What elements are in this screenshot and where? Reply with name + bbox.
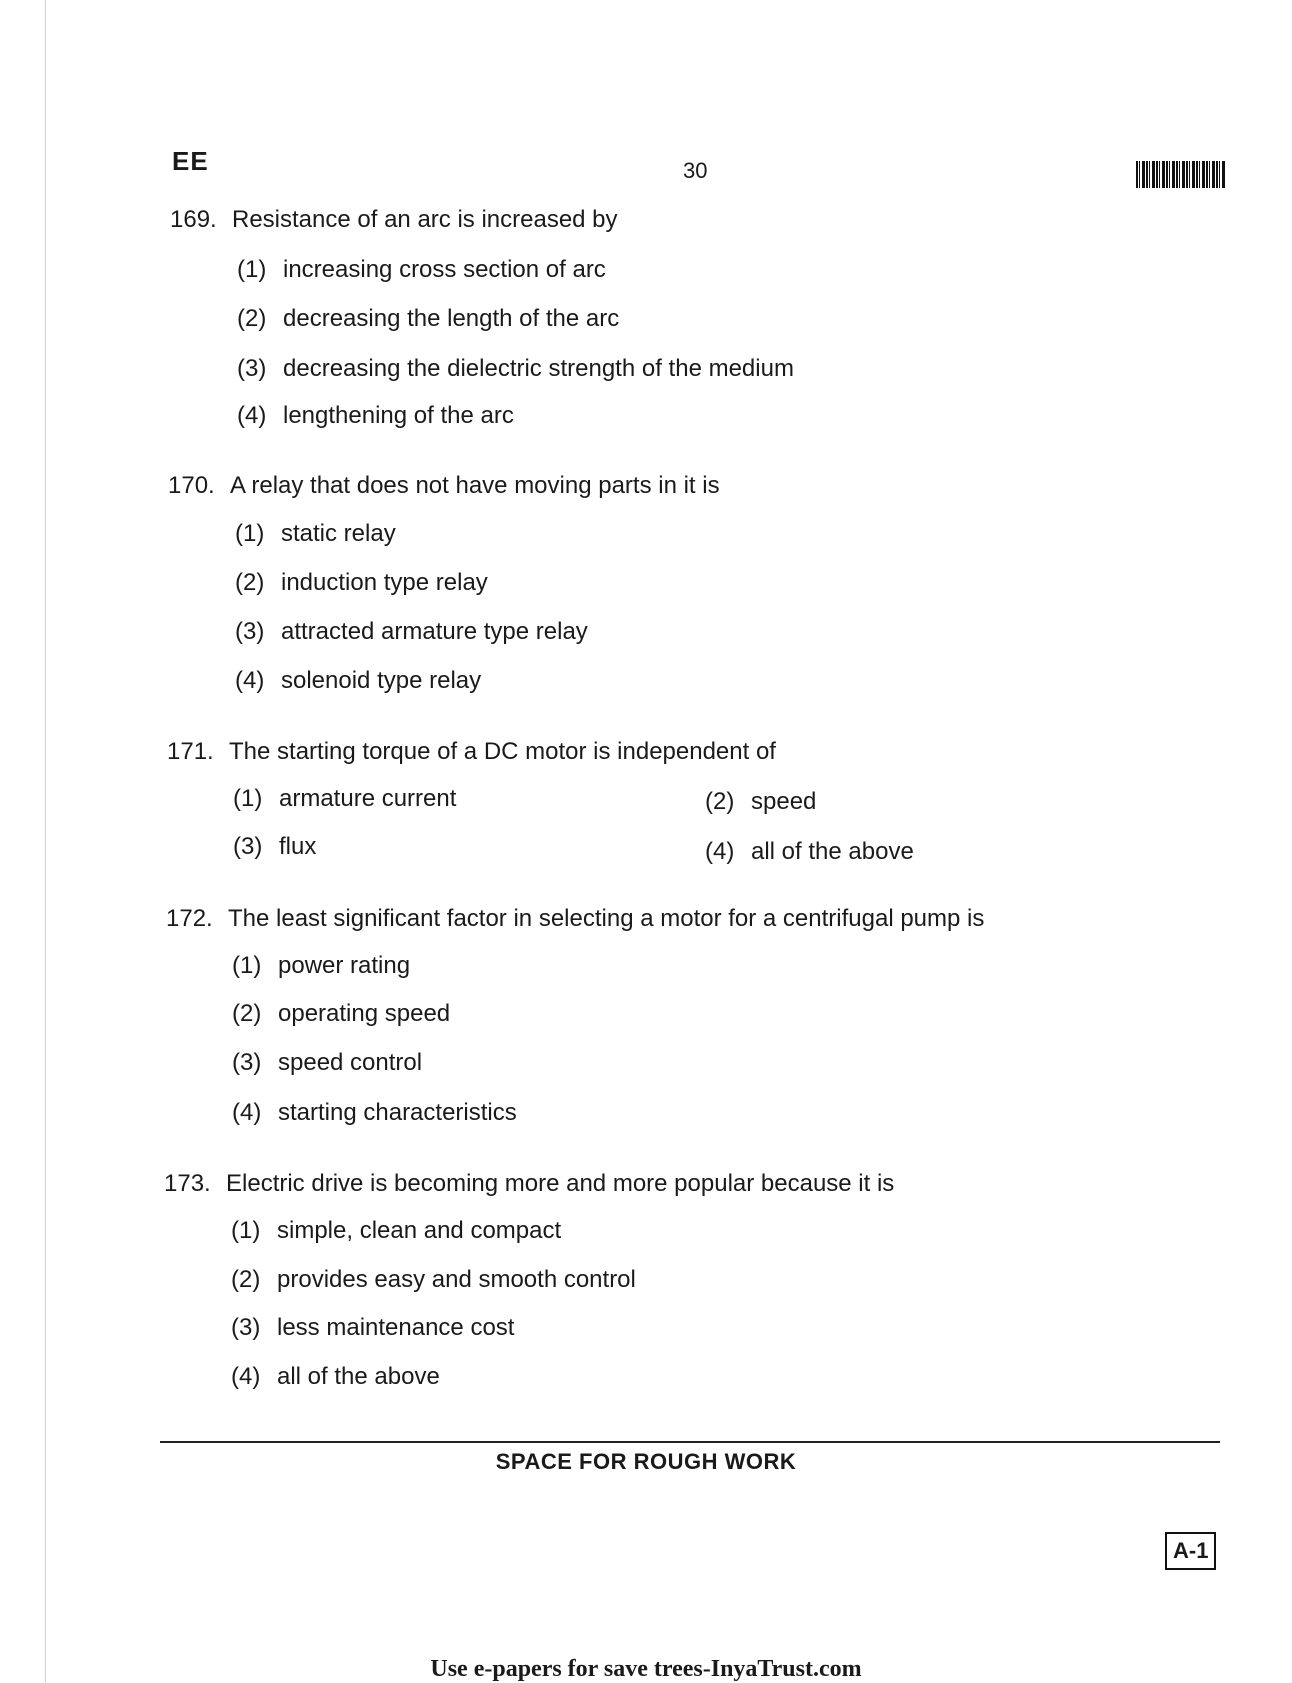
question-number: 170. (168, 472, 215, 499)
question-text: The starting torque of a DC motor is independent of (229, 738, 776, 765)
option: (3) speed control (232, 1049, 423, 1076)
option: (1) increasing cross section of arc (237, 256, 606, 283)
page-number: 30 (683, 158, 708, 183)
option: (4) starting characteristics (232, 1099, 517, 1126)
option: (4) solenoid type relay (235, 667, 482, 694)
option: (2) speed (705, 788, 817, 815)
question-169 (170, 206, 618, 234)
question-170 (168, 472, 720, 500)
question-stem (168, 472, 720, 500)
question-stem (167, 738, 776, 766)
option: (3) attracted armature type relay (235, 618, 588, 645)
question-number: 172. (166, 905, 213, 932)
question-173 (164, 1170, 894, 1198)
question-171 (167, 738, 776, 766)
question-stem (166, 905, 984, 933)
question-number: 173. (164, 1170, 211, 1197)
subject-code: EE (172, 146, 209, 176)
question-text: Electric drive is becoming more and more popular because it is (226, 1170, 895, 1197)
option: (2) provides easy and smooth control (231, 1266, 636, 1293)
question-text: Resistance of an arc is increased by (232, 206, 618, 233)
question-stem (170, 206, 618, 234)
option: (4) lengthening of the arc (237, 402, 514, 429)
option: (3) less maintenance cost (231, 1314, 515, 1341)
option: (1) static relay (235, 520, 396, 547)
option: (2) induction type relay (235, 569, 488, 596)
option: (1) simple, clean and compact (231, 1217, 562, 1244)
question-172 (166, 905, 984, 933)
barcode (1136, 161, 1226, 188)
option: (4) all of the above (705, 838, 914, 865)
option: (1) power rating (232, 952, 411, 979)
rough-work-label: SPACE FOR ROUGH WORK (495, 1449, 797, 1474)
page-margin-line (45, 0, 46, 1682)
question-text: A relay that does not have moving parts in it is (230, 472, 720, 499)
question-number: 169. (170, 206, 217, 233)
option: (3) flux (233, 833, 317, 860)
booklet-code-box: A-1 (1165, 1532, 1216, 1570)
option: (4) all of the above (231, 1363, 440, 1390)
option: (1) armature current (233, 785, 457, 812)
question-number: 171. (167, 738, 214, 765)
divider (160, 1441, 1220, 1443)
option: (2) decreasing the length of the arc (237, 305, 620, 332)
question-text: The least significant factor in selecting a motor for a centrifugal pump is (228, 905, 985, 932)
option: (3) decreasing the dielectric strength of the medium (237, 355, 794, 382)
question-stem (164, 1170, 894, 1198)
option: (2) operating speed (232, 1000, 451, 1027)
footer-text: Use e-papers for save trees-InyaTrust.com (430, 1656, 862, 1682)
